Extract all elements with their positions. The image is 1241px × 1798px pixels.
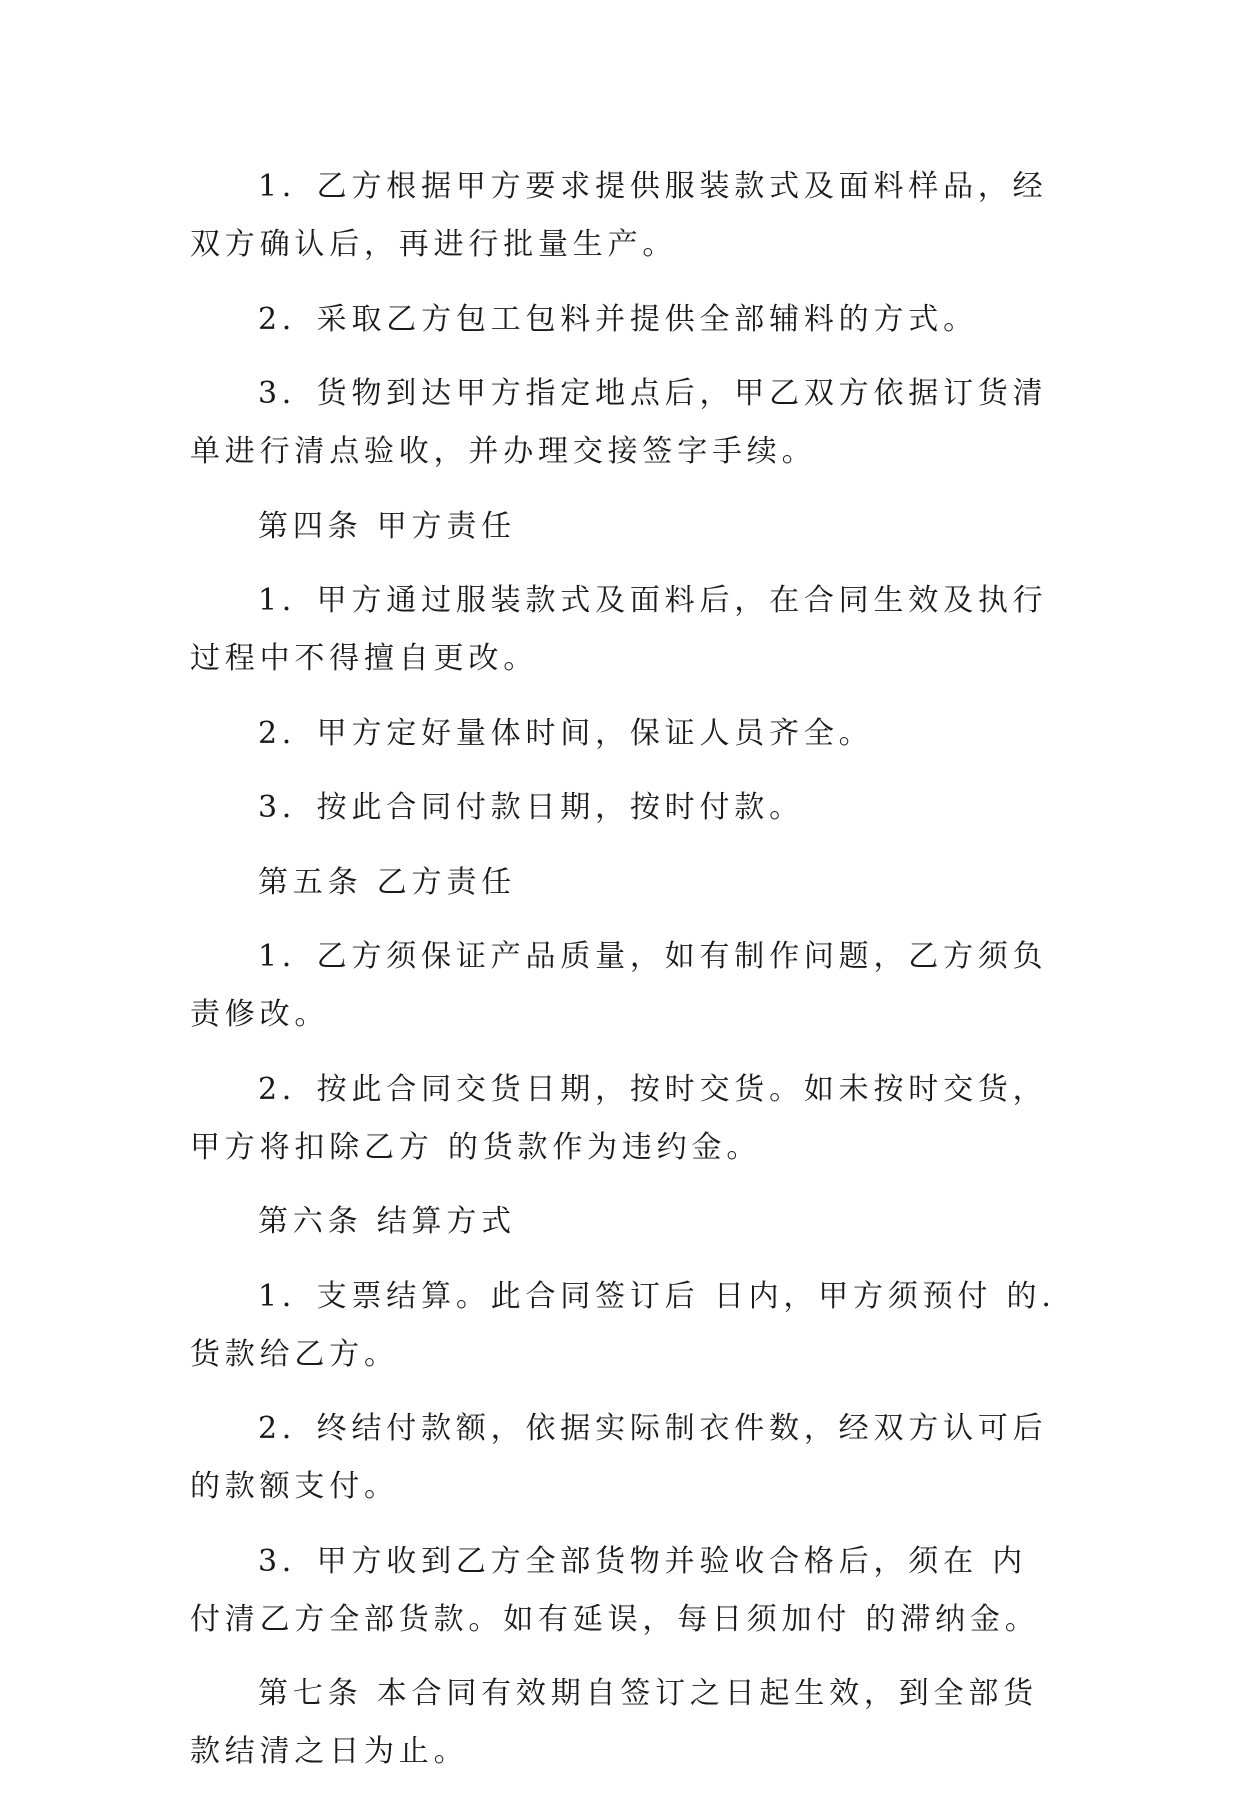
paragraph-final-payment: 2．终结付款额，依据实际制衣件数，经双方认可后的款额支付。 <box>190 1411 1048 1504</box>
paragraph-party-b-delivery: 2．按此合同交货日期，按时交货。如未按时交货，甲方将扣除乙方 的货款作为违约金。 <box>190 1071 1048 1165</box>
paragraph-party-a-payment: 3．按此合同付款日期，按时付款。 <box>258 790 804 825</box>
document-body <box>190 158 1056 1798</box>
paragraph-party-b-quality: 1．乙方须保证产品质量，如有制作问题，乙方须负责修改。 <box>190 939 1048 1032</box>
paragraph-acceptance: 3．货物到达甲方指定地点后，甲乙双方依据订货清单进行清点验收，并办理交接签字手续。 <box>190 376 1048 469</box>
paragraph-party-a-measurement: 2．甲方定好量体时间，保证人员齐全。 <box>258 715 874 751</box>
paragraph-materials: 2．采取乙方包工包料并提供全部辅料的方式。 <box>258 301 978 337</box>
heading-article-5: 第五条 乙方责任 <box>258 864 516 900</box>
paragraph-party-a-no-changes: 1．甲方通过服装款式及面料后，在合同生效及执行过程中不得擅自更改。 <box>190 583 1048 676</box>
paragraph-late-fee: 3．甲方收到乙方全部货物并验收合格后，须在 内付清乙方全部货款。如有延误，每日须加付 的滞纳金。 <box>190 1543 1040 1637</box>
heading-article-4: 第四条 甲方责任 <box>258 508 516 544</box>
clause-article-7: 第七条 本合同有效期自签订之日起生效，到全部货款结清之日为止。 <box>190 1676 1038 1769</box>
paragraph-check-settlement: 1．支票结算。此合同签订后 日内，甲方须预付 的.货款给乙方。 <box>190 1278 1056 1372</box>
heading-article-6: 第六条 结算方式 <box>258 1204 516 1239</box>
paragraph-sample-confirmation: 1．乙方根据甲方要求提供服装款式及面料样品，经双方确认后，再进行批量生产。 <box>190 169 1048 262</box>
